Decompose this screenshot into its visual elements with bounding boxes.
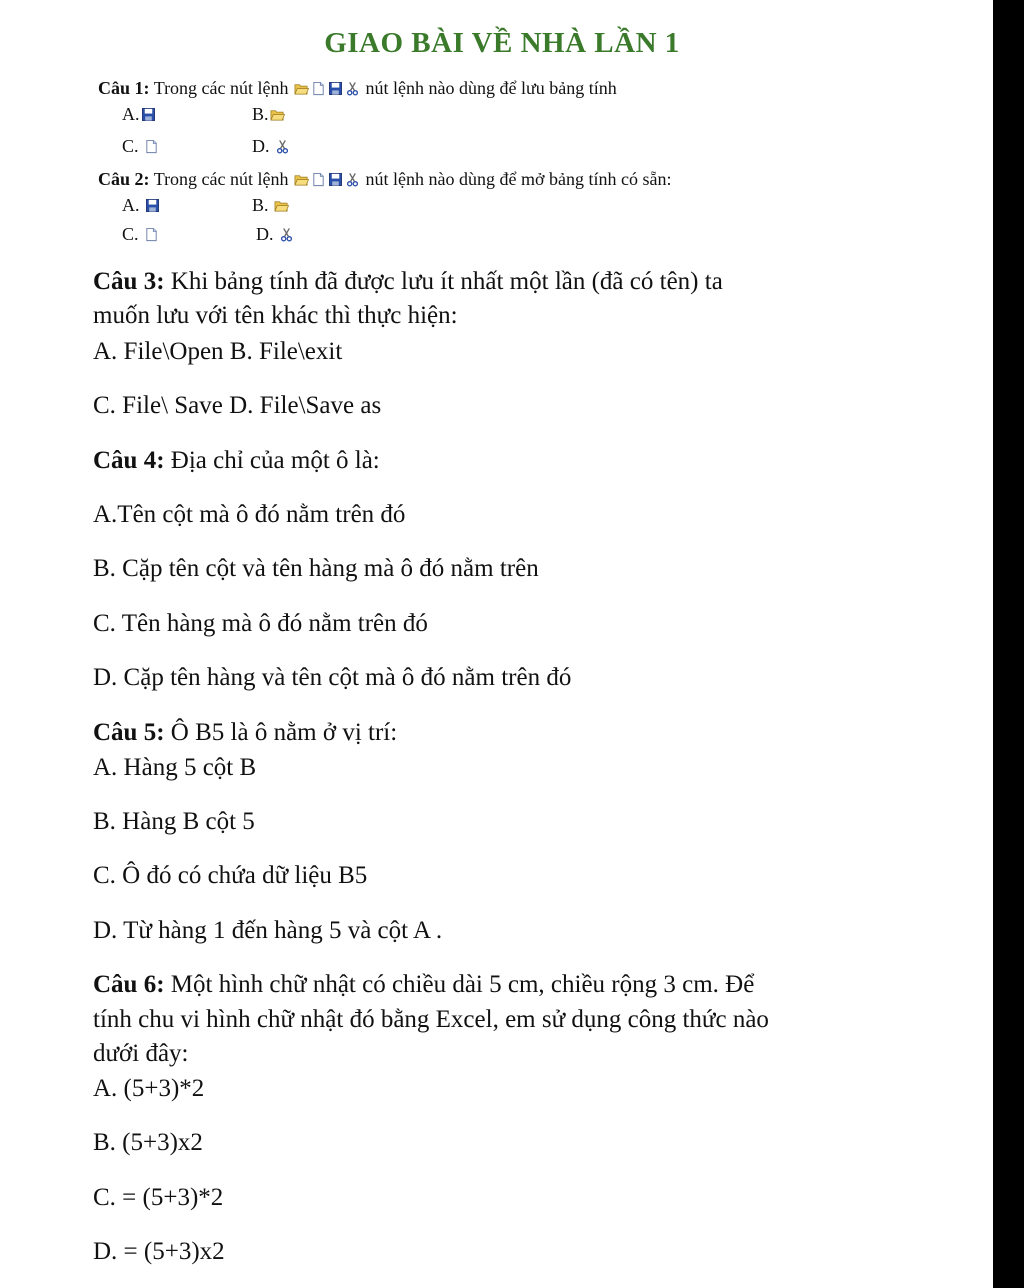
q2-option-c [122, 224, 160, 244]
q1-option-c [122, 136, 160, 156]
q3-text-2: muốn lưu với tên khác thì thực hiện: [93, 302, 458, 329]
option-letter: D. [256, 224, 274, 244]
q4-option-b: B. Cặp tên cột và tên hàng mà ô đó nằm trên [93, 555, 539, 582]
q1-suffix: nút lệnh nào dùng để lưu bảng tính [365, 78, 617, 98]
q5-text: Ô B5 là ô nằm ở vị trí: [170, 719, 398, 746]
folder-open-icon [294, 81, 309, 96]
q3-text-1: Khi bảng tính đã được lưu ít nhất một lần (đã có tên) ta [170, 268, 723, 295]
q5-option-d: D. Từ hàng 1 đến hàng 5 và cột A . [93, 917, 443, 944]
page-title: GIAO BÀI VỀ NHÀ LẦN 1 [324, 27, 680, 59]
q3-label: Câu 3: [93, 268, 165, 295]
q4-option-d: D. Cặp tên hàng và tên cột mà ô đó nằm trên đó [93, 664, 572, 691]
q6-text-1: Một hình chữ nhật có chiều dài 5 cm, chiều rộng 3 cm. Để [170, 971, 755, 998]
scissors-icon [275, 139, 290, 154]
q2-suffix: nút lệnh nào dùng để mở bảng tính có sẵn: [365, 169, 672, 189]
q1-stem [98, 78, 617, 98]
new-document-icon [311, 172, 326, 187]
q1-option-b [252, 104, 286, 124]
q2-option-b [252, 195, 290, 215]
option-letter: C. [122, 136, 139, 156]
new-document-icon [144, 227, 159, 242]
q5-label: Câu 5: [93, 719, 165, 746]
folder-open-icon [274, 198, 289, 213]
q3-options-cd: C. File\ Save D. File\Save as [93, 392, 382, 419]
q3-stem-line-1 [93, 267, 723, 297]
save-disk-icon [141, 107, 156, 122]
q6-stem-line-1 [93, 970, 754, 1000]
scissors-icon [345, 172, 360, 187]
q1-prefix: Trong các nút lệnh [153, 78, 289, 98]
q2-option-a [122, 195, 161, 215]
save-disk-icon [328, 81, 343, 96]
q4-option-a: A.Tên cột mà ô đó nằm trên đó [93, 501, 406, 528]
q3-options-ab: A. File\Open B. File\exit [93, 338, 343, 365]
q6-label: Câu 6: [93, 971, 165, 998]
q6-text-3: dưới đây: [93, 1040, 189, 1067]
q4-option-c: C. Tên hàng mà ô đó nằm trên đó [93, 610, 428, 637]
q5-option-c: C. Ô đó có chứa dữ liệu B5 [93, 862, 368, 889]
q5-option-b: B. Hàng B cột 5 [93, 808, 255, 835]
q6-option-b: B. (5+3)x2 [93, 1129, 203, 1156]
q1-option-a [122, 104, 157, 124]
q5-option-a: A. Hàng 5 cột B [93, 754, 257, 781]
q4-label: Câu 4: [93, 447, 165, 474]
q2-stem [98, 169, 672, 189]
q6-option-d: D. = (5+3)x2 [93, 1238, 225, 1265]
option-letter: B. [252, 195, 269, 215]
q2-option-d [256, 224, 295, 244]
q6-option-a: A. (5+3)*2 [93, 1075, 205, 1102]
q2-prefix: Trong các nút lệnh [153, 169, 289, 189]
new-document-icon [311, 81, 326, 96]
option-letter: A. [122, 104, 140, 124]
q5-stem [93, 718, 397, 748]
folder-open-icon [294, 172, 309, 187]
right-edge-bar [993, 0, 1024, 1288]
save-disk-icon [328, 172, 343, 187]
folder-open-icon [270, 107, 285, 122]
option-letter: D. [252, 136, 270, 156]
scissors-icon [345, 81, 360, 96]
option-letter: C. [122, 224, 139, 244]
option-letter: A. [122, 195, 140, 215]
q6-text-2: tính chu vi hình chữ nhật đó bằng Excel, em sử dụng công thức nào [93, 1006, 769, 1033]
scissors-icon [279, 227, 294, 242]
q2-label: Câu 2: [98, 169, 150, 189]
q6-option-c: C. = (5+3)*2 [93, 1184, 224, 1211]
q4-stem [93, 446, 380, 476]
q1-option-d [252, 136, 291, 156]
q4-text: Địa chỉ của một ô là: [170, 447, 380, 474]
q1-label: Câu 1: [98, 78, 150, 98]
option-letter: B. [252, 104, 269, 124]
save-disk-icon [145, 198, 160, 213]
new-document-icon [144, 139, 159, 154]
